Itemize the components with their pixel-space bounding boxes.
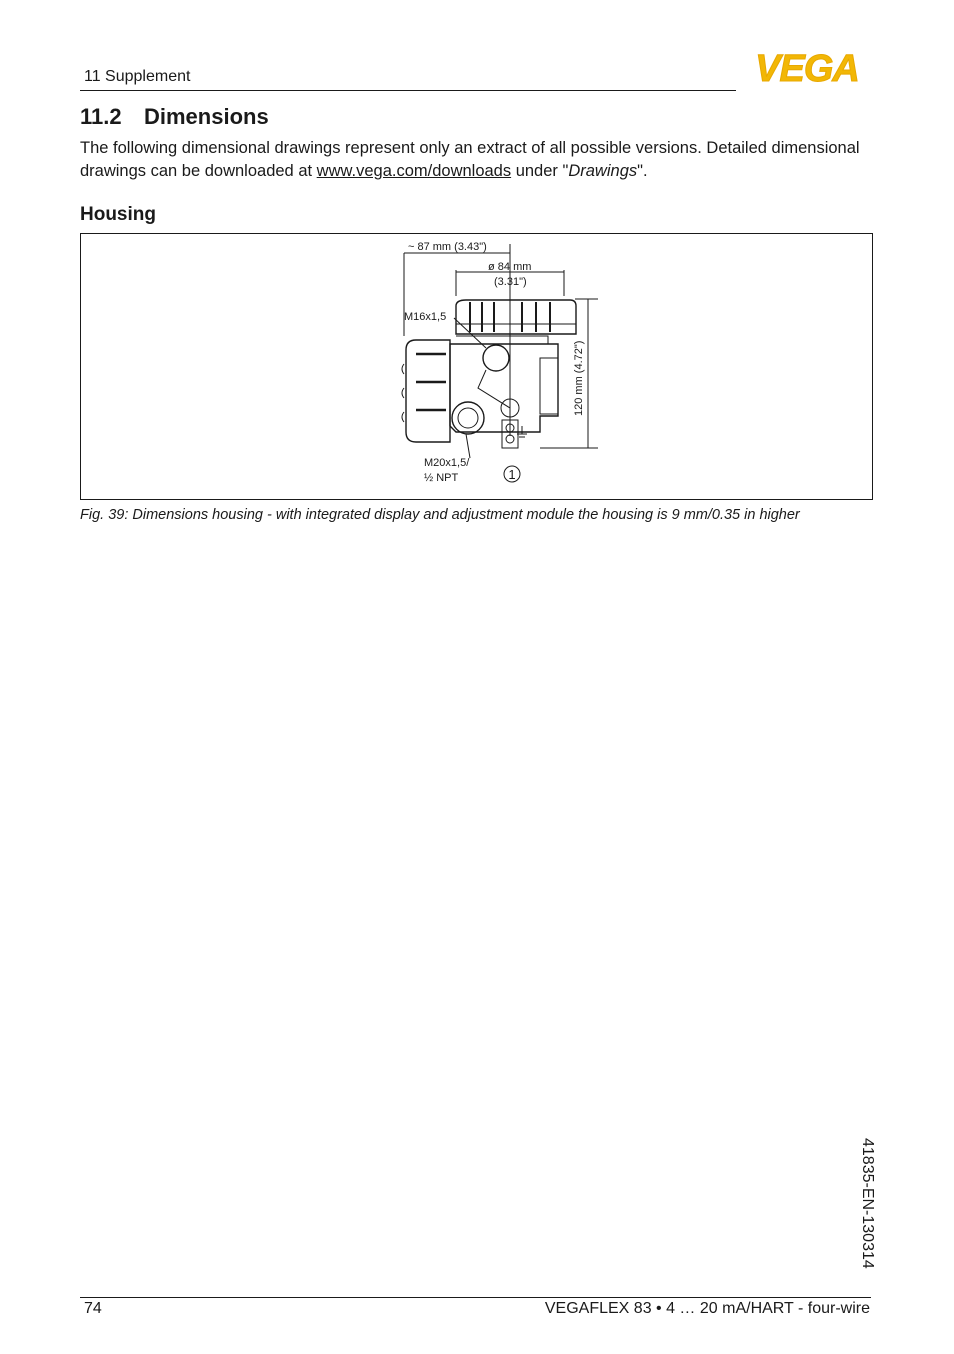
thread-bottom-label: M20x1,5/ (424, 457, 470, 469)
intro-paragraph (80, 137, 860, 183)
vega-logo (740, 50, 874, 86)
thread-bottom-label-npt: ½ NPT (424, 472, 459, 484)
footer-title: VEGAFLEX 83 • 4 … 20 mA/HART - four-wire (544, 1300, 870, 1317)
downloads-link[interactable]: www.vega.com/downloads (316, 162, 512, 180)
diameter-dimension-label: ø 84 mm (488, 261, 532, 273)
footer-divider (80, 1297, 871, 1298)
figure-caption: Fig. 39: Dimensions housing - with integrated display and adjustment module the housing is 9 mm/0.35 in higher (80, 507, 800, 523)
housing-heading: Housing (80, 204, 156, 225)
intro-text-after: under " (511, 162, 569, 180)
section-label: 11 Supplement (84, 68, 191, 85)
housing-dimension-drawing (390, 236, 600, 494)
drawings-word: Drawings (568, 162, 638, 180)
width-dimension-label: ~ 87 mm (3.43") (408, 241, 487, 253)
callout-number: 1 (508, 467, 516, 482)
intro-text-end: ". (637, 162, 648, 180)
diameter-dimension-label-inch: (3.31") (494, 276, 527, 288)
height-dimension-label: 120 mm (4.72") (573, 340, 585, 416)
document-code: 41835-EN-130314 (859, 1138, 876, 1269)
section-title: Dimensions (144, 104, 269, 129)
logo-text: VEGA (755, 50, 859, 86)
page-number: 74 (84, 1300, 102, 1317)
thread-top-label: M16x1,5 (404, 311, 447, 323)
section-heading (80, 104, 269, 130)
header-divider (80, 90, 736, 91)
section-number: 11.2 (80, 104, 122, 129)
intro-text: The following dimensional drawings represent only an extract of all possible versions. Detailed dimensional drawings can be downloaded at (80, 139, 860, 180)
